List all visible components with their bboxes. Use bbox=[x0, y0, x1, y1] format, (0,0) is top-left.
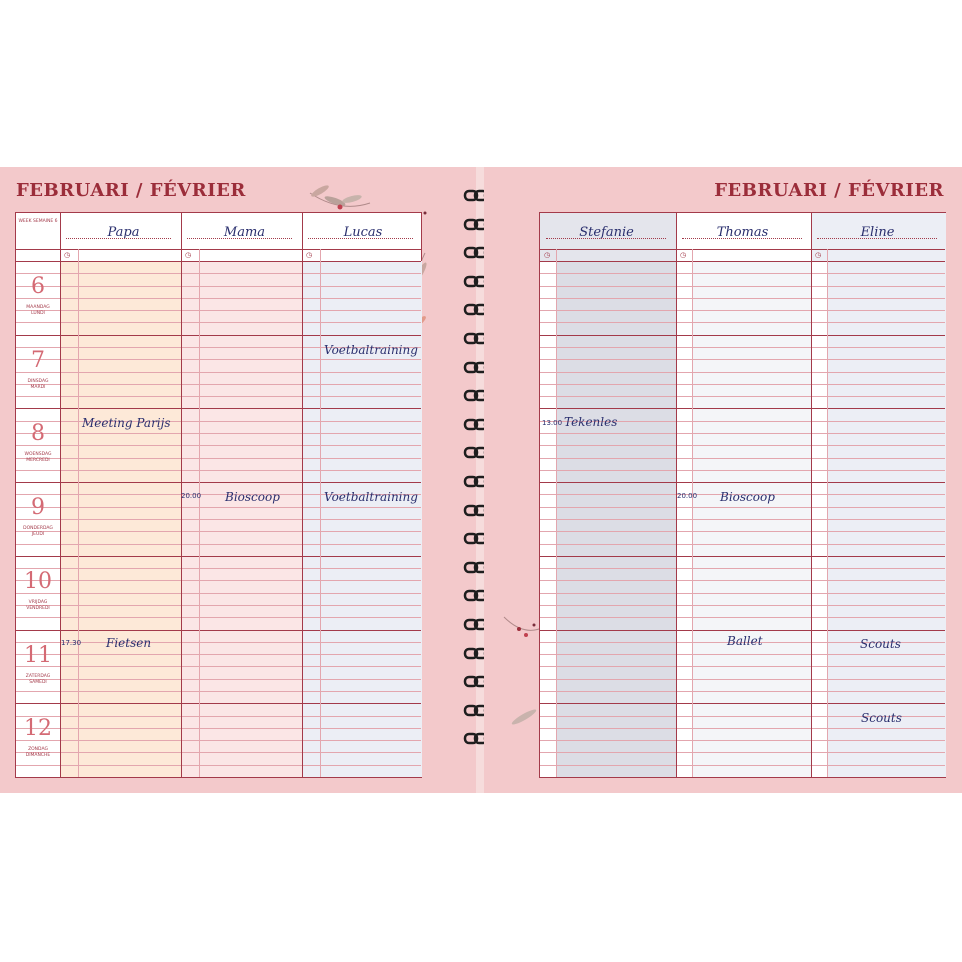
day-divider bbox=[540, 703, 945, 704]
header-divider bbox=[16, 249, 421, 250]
person-name-lucas: Lucas bbox=[343, 225, 383, 240]
ruled-line bbox=[540, 605, 945, 606]
ruled-line bbox=[16, 298, 421, 299]
column-divider bbox=[60, 213, 61, 777]
ruled-line bbox=[16, 470, 421, 471]
entry-eline-saturday: Scouts bbox=[860, 637, 901, 651]
column-divider bbox=[811, 213, 812, 777]
clock-icon: ◷ bbox=[306, 251, 313, 259]
person-name-mama: Mama bbox=[223, 225, 266, 240]
name-underline bbox=[187, 238, 292, 239]
day-name bbox=[16, 379, 60, 391]
entry-time-stefanie-wednesday: 13.00 bbox=[542, 419, 563, 427]
ruled-line bbox=[540, 396, 945, 397]
day-divider bbox=[540, 408, 945, 409]
ruled-line bbox=[16, 359, 421, 360]
time-divider bbox=[827, 249, 828, 777]
ruled-line bbox=[540, 666, 945, 667]
ruled-line bbox=[540, 765, 945, 766]
day-divider bbox=[16, 703, 421, 704]
entry-thomas-saturday: Ballet bbox=[727, 634, 763, 648]
entry-lucas-tuesday: Voetbaltraining bbox=[324, 343, 418, 357]
day-divider bbox=[540, 630, 945, 631]
entry-time-thomas-thursday: 20.00 bbox=[677, 492, 698, 500]
ruled-line bbox=[540, 679, 945, 680]
header-divider bbox=[16, 261, 421, 262]
ruled-line bbox=[16, 458, 421, 459]
entry-papa-saturday: Fietsen bbox=[106, 636, 152, 650]
ruled-line bbox=[16, 433, 421, 434]
ruled-line bbox=[540, 347, 945, 348]
name-underline bbox=[817, 238, 937, 239]
ruled-line bbox=[540, 359, 945, 360]
page-title-left: FEBRUARI / FÉVRIER bbox=[16, 180, 246, 201]
day-name bbox=[16, 747, 60, 759]
ruled-line bbox=[540, 568, 945, 569]
day-name bbox=[16, 600, 60, 612]
time-divider bbox=[320, 249, 321, 777]
day-number: 7 bbox=[31, 347, 45, 373]
day-divider bbox=[16, 408, 421, 409]
ruled-line bbox=[16, 580, 421, 581]
person-name-eline: Eline bbox=[860, 225, 895, 240]
day-name bbox=[16, 526, 60, 538]
entry-time-papa-saturday: 17.30 bbox=[61, 639, 82, 647]
entry-eline-sunday: Scouts bbox=[861, 711, 902, 725]
clock-icon: ◷ bbox=[680, 251, 687, 259]
person-name-papa: Papa bbox=[107, 225, 140, 240]
ruled-line bbox=[16, 519, 421, 520]
day-divider bbox=[16, 335, 421, 336]
ruled-line bbox=[540, 470, 945, 471]
entry-stefanie-wednesday: Tekenles bbox=[564, 415, 618, 429]
day-name-fr: VENDREDI bbox=[26, 605, 50, 611]
name-underline bbox=[682, 238, 802, 239]
ruled-line bbox=[16, 445, 421, 446]
day-divider bbox=[540, 335, 945, 336]
ruled-line bbox=[16, 507, 421, 508]
page-title-right: FEBRUARI / FÉVRIER bbox=[714, 180, 944, 201]
time-divider bbox=[556, 249, 557, 777]
time-divider bbox=[78, 249, 79, 777]
ruled-line bbox=[540, 654, 945, 655]
ruled-line bbox=[16, 544, 421, 545]
column-divider bbox=[302, 213, 303, 777]
ruled-line bbox=[540, 519, 945, 520]
entry-time-mama-thursday: 20.00 bbox=[181, 492, 202, 500]
day-name bbox=[16, 452, 60, 464]
day-divider bbox=[16, 556, 421, 557]
ruled-line bbox=[16, 752, 421, 753]
day-name-nl: WOENSDAG bbox=[24, 452, 52, 458]
day-name-fr: JEUDI bbox=[31, 532, 45, 538]
time-divider bbox=[199, 249, 200, 777]
day-name bbox=[16, 674, 60, 686]
day-number: 6 bbox=[31, 274, 45, 299]
entry-thomas-thursday: Bioscoop bbox=[720, 490, 775, 504]
ruled-line bbox=[16, 384, 421, 385]
ruled-line bbox=[540, 286, 945, 287]
time-divider bbox=[692, 249, 693, 777]
ruled-line bbox=[540, 384, 945, 385]
day-name-nl: ZONDAG bbox=[28, 747, 48, 753]
clock-icon: ◷ bbox=[815, 251, 822, 259]
day-name-fr: LUNDI bbox=[31, 311, 45, 316]
day-number: 10 bbox=[24, 568, 52, 594]
left-planner-grid bbox=[15, 212, 422, 778]
week-label: WEEK SEMAINE 6 bbox=[18, 219, 58, 224]
day-divider bbox=[16, 630, 421, 631]
ruled-line bbox=[540, 322, 945, 323]
day-name-nl: MAANDAG bbox=[26, 305, 50, 310]
day-name-nl: DINSDAG bbox=[27, 378, 49, 384]
name-underline bbox=[546, 238, 666, 239]
ruled-line bbox=[16, 654, 421, 655]
ruled-line bbox=[16, 273, 421, 274]
day-name-fr: SAMEDI bbox=[29, 679, 47, 685]
ruled-line bbox=[540, 752, 945, 753]
day-number: 12 bbox=[24, 716, 52, 742]
day-number: 8 bbox=[31, 421, 45, 447]
day-name-nl: DONDERDAG bbox=[23, 526, 53, 532]
entry-lucas-thursday: Voetbaltraining bbox=[324, 490, 418, 504]
ruled-line bbox=[16, 372, 421, 373]
header-divider bbox=[540, 261, 945, 262]
ruled-line bbox=[16, 740, 421, 741]
ruled-line bbox=[16, 691, 421, 692]
ruled-line bbox=[540, 691, 945, 692]
entry-mama-thursday: Bioscoop bbox=[225, 490, 280, 504]
day-number: 9 bbox=[31, 495, 45, 521]
ruled-line bbox=[540, 617, 945, 618]
ruled-line bbox=[540, 507, 945, 508]
ruled-line bbox=[540, 580, 945, 581]
ruled-line bbox=[16, 593, 421, 594]
clock-icon: ◷ bbox=[64, 251, 71, 259]
ruled-line bbox=[540, 728, 945, 729]
person-name-stefanie: Stefanie bbox=[579, 225, 634, 240]
ruled-line bbox=[540, 310, 945, 311]
ruled-line bbox=[540, 740, 945, 741]
ruled-line bbox=[540, 458, 945, 459]
ruled-line bbox=[540, 298, 945, 299]
day-name-nl: ZATERDAG bbox=[25, 673, 51, 679]
ruled-line bbox=[16, 666, 421, 667]
ruled-line bbox=[16, 322, 421, 323]
day-name bbox=[16, 305, 60, 317]
day-divider bbox=[540, 482, 945, 483]
header-divider bbox=[540, 249, 945, 250]
ruled-line bbox=[16, 421, 421, 422]
ruled-line bbox=[16, 617, 421, 618]
ruled-line bbox=[16, 679, 421, 680]
person-name-thomas: Thomas bbox=[716, 225, 769, 240]
ruled-line bbox=[540, 445, 945, 446]
ruled-line bbox=[16, 765, 421, 766]
ruled-line bbox=[540, 372, 945, 373]
ruled-line bbox=[16, 605, 421, 606]
clock-icon: ◷ bbox=[185, 251, 192, 259]
name-underline bbox=[66, 238, 171, 239]
ruled-line bbox=[16, 716, 421, 717]
ruled-line bbox=[540, 273, 945, 274]
entry-papa-wednesday: Meeting Parijs bbox=[82, 416, 171, 430]
ruled-line bbox=[16, 396, 421, 397]
ruled-line bbox=[540, 433, 945, 434]
clock-icon: ◷ bbox=[544, 251, 551, 259]
ruled-line bbox=[16, 531, 421, 532]
day-number: 11 bbox=[24, 642, 52, 668]
ruled-line bbox=[16, 286, 421, 287]
ruled-line bbox=[540, 531, 945, 532]
right-planner-grid bbox=[539, 212, 946, 778]
ruled-line bbox=[540, 544, 945, 545]
ruled-line bbox=[16, 310, 421, 311]
day-divider bbox=[16, 482, 421, 483]
day-divider bbox=[540, 556, 945, 557]
day-name-fr: DIMANCHE bbox=[25, 753, 51, 759]
ruled-line bbox=[540, 593, 945, 594]
ruled-line bbox=[16, 728, 421, 729]
name-underline bbox=[308, 238, 413, 239]
ruled-line bbox=[16, 568, 421, 569]
day-name-fr: MERCREDI bbox=[26, 458, 50, 464]
day-name-fr: MARDI bbox=[30, 384, 46, 390]
day-name-nl: VRIJDAG bbox=[28, 599, 48, 605]
